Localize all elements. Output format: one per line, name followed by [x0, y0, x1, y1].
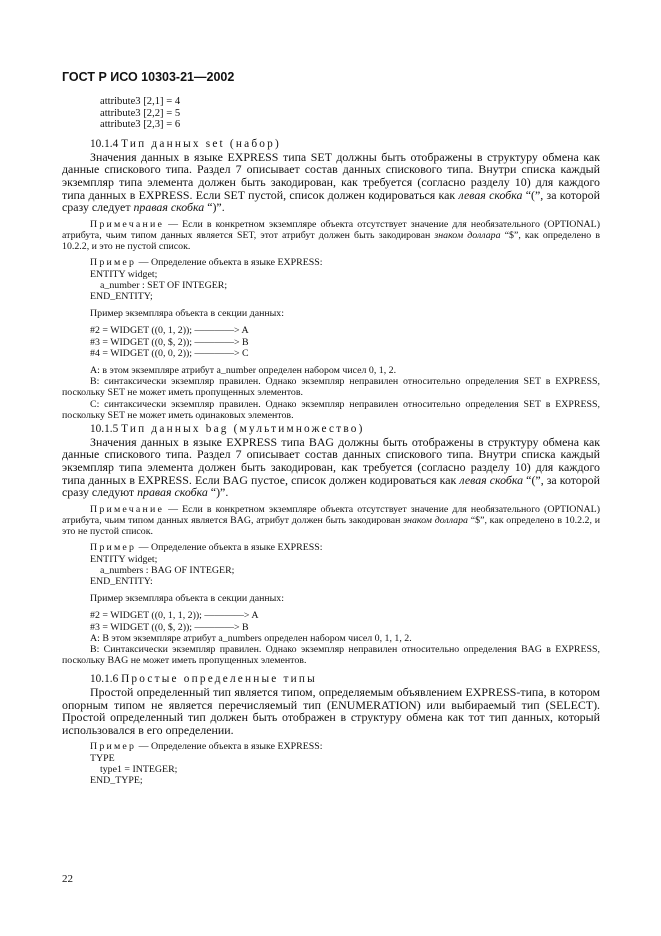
section-set-paragraph: Значения данных в языке EXPRESS типа SET должны быть отображены в структуру обмена как данные спискового типа. Раздел 7 описывает состав данных спискового типа. Внутри списка каждый экземпляр типа элемента должен быть закодирован, как требуется (согласно разделу 10) для каждого типа данных в EXPRESS. Если SET пустой, список должен кодироваться как левая скобка “(”, за которой сразу следует правая скобка “)”.: [62, 149, 600, 215]
explanation-b: B: Синтаксически экземпляр правилен. Однако экземпляр неправилен относительно определения BAG в EXPRESS, поскольку BAG не может иметь пропущенных элементов.: [62, 643, 600, 667]
code-line: ENTITY widget;: [90, 553, 158, 565]
code-line: a_numbers : BAG OF INTEGER;: [100, 564, 235, 576]
explanation-c: C: синтаксически экземпляр правилен. Однако экземпляр неправилен относительно определения SET в EXPRESS, поскольку SET не может иметь одинаковых элементов.: [62, 398, 600, 421]
section-bag-note: Примечание — Если в конкретном экземпляре объекта отсутствует значение для необязательного (OPTIONAL) атрибута, чьим типом данных является BAG, атрибут должен быть закодирован знаком доллара “$”, как определено в 10.2.2, и это не пустой список.: [62, 503, 600, 538]
code-line: TYPE: [90, 752, 115, 764]
instance-line: #2 = WIDGET ((0, 1, 1, 2)); ————> A: [90, 610, 259, 622]
code-line: type1 = INTEGER;: [100, 763, 178, 775]
page-header: ГОСТ Р ИСО 10303-21—2002: [62, 70, 235, 84]
instance-intro: Пример экземпляра объекта в секции данных:: [90, 308, 284, 320]
section-heading-simple-types: 10.1.6 Простые определенные типы: [90, 673, 317, 686]
explanation-a: A: в этом экземпляре атрибут a_number определен набором чисел 0, 1, 2.: [90, 365, 397, 377]
section-bag-example-label: Пример — Определение объекта в языке EXPRESS:: [90, 542, 323, 554]
code-line: END_ENTITY;: [90, 291, 153, 302]
attr-line-2: attribute3 [2,2] = 5: [100, 107, 181, 119]
explanation-b: B: синтаксически экземпляр правилен. Однако экземпляр неправилен относительно определения SET в EXPRESS, поскольку SET не может иметь пропущенных элементов.: [62, 376, 600, 399]
code-line: a_number : SET OF INTEGER;: [100, 279, 228, 291]
instance-line: #3 = WIDGET ((0, $, 2)); ————> B: [90, 621, 249, 633]
instance-line: #4 = WIDGET ((0, 0, 2)); ————> C: [90, 347, 249, 359]
page-number: 22: [62, 873, 73, 885]
section-heading-set: 10.1.4 Тип данных set (набор): [90, 138, 281, 151]
instance-intro: Пример экземпляра объекта в секции данных:: [90, 593, 284, 605]
section-set-note: Примечание — Если в конкретном экземпляре объекта отсутствует значение для необязательного (OPTIONAL) атрибута, чьим типом данных является SET, этот атрибут должен быть закодирован знаком доллара “$”, как определено в 10.2.2, и это не пустой список.: [62, 218, 600, 253]
code-line: END_ENTITY:: [90, 575, 153, 587]
instance-line: #3 = WIDGET ((0, $, 2)); ————> B: [90, 336, 249, 348]
section-simple-types-paragraph: Простой определенный тип является типом, определяемым объявлением EXPRESS-типа, в котором опорным типом не является перечисляемый тип (ENUMERATION) или выбираемый тип (SELECT). Простой определенный тип должен быть отображен в структуру обмена как тот тип данных, который использовался в его определении.: [62, 685, 600, 737]
explanation-a: A: В этом экземпляре атрибут a_numbers определен набором чисел 0, 1, 1, 2.: [90, 632, 412, 644]
code-line: ENTITY widget;: [90, 268, 158, 280]
section-simple-types-example-label: Пример — Определение объекта в языке EXPRESS:: [90, 741, 323, 753]
page-content: [62, 96, 600, 786]
section-heading-bag: 10.1.5 Тип данных bag (мультимножество): [90, 423, 365, 436]
instance-line: #2 = WIDGET ((0, 1, 2)); ————> A: [90, 325, 249, 337]
section-bag-paragraph: Значения данных в языке EXPRESS типа BAG должны быть отображены в структуру обмена как данные спискового типа. Раздел 7 описывает состав данных спискового типа. Внутри списка каждый экземпляр типа элемента должен быть закодирован, как требуется (согласно разделу 10) для каждого типа данных в EXPRESS. Если BAG пустое, список должен кодироваться как левая скобка “(”, за которой сразу следуют правая скобка “)”.: [62, 434, 600, 500]
code-line: END_TYPE;: [90, 775, 143, 787]
attr-line-3: attribute3 [2,3] = 6: [100, 119, 181, 131]
section-set-example-label: Пример — Определение объекта в языке EXPRESS:: [90, 257, 323, 269]
attr-line-1: attribute3 [2,1] = 4: [100, 96, 181, 107]
